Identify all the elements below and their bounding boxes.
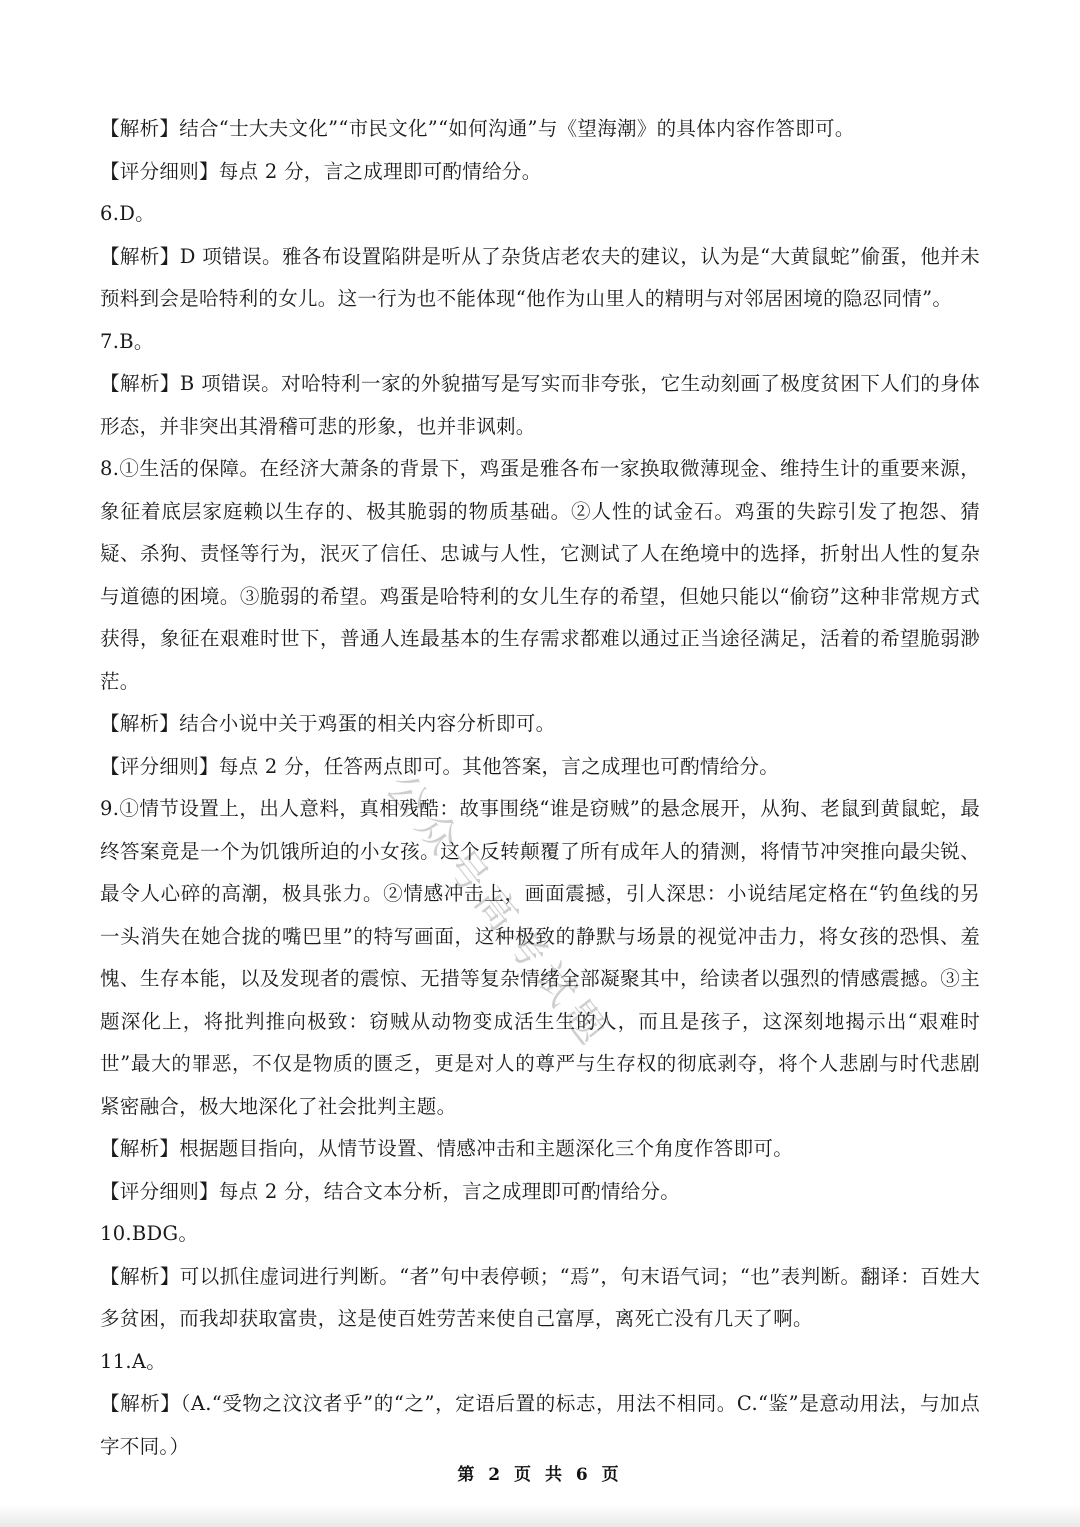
scoring-q8: 【评分细则】每点 2 分，任答两点即可。其他答案，言之成理也可酌情给分。 <box>100 754 780 778</box>
answer-q10: 10.BDG。 <box>100 1222 199 1245</box>
page-bottom-edge <box>0 1505 1080 1527</box>
answer-q7: 7.B。 <box>100 329 154 353</box>
scoring-q9: 【评分细则】每点 2 分，结合文本分析，言之成理即可酌情给分。 <box>100 1179 681 1203</box>
analysis-q9: 【解析】根据题目指向，从情节设置、情感冲击和主题深化三个角度作答即可。 <box>100 1137 794 1160</box>
watermark: 公众号高考试题 <box>376 765 620 1059</box>
scoring-q5: 【评分细则】每点 2 分，言之成理即可酌情给分。 <box>100 159 542 183</box>
analysis-q11: 【解析】（A.“受物之汶汶者乎”的“之”，定语后置的标志，用法不相同。C.“鉴”是意动用法，与加点字不同。） <box>100 1392 980 1458</box>
document-body <box>100 108 980 1468</box>
analysis-q5: 【解析】结合“士大夫文化”“市民文化”“如何沟通”与《望海潮》的具体内容作答即可。 <box>100 117 855 140</box>
analysis-q8: 【解析】结合小说中关于鸡蛋的相关内容分析即可。 <box>100 712 556 735</box>
answer-q6: 6.D。 <box>100 202 155 225</box>
answer-q9: 9.①情节设置上，出人意料，真相残酷：故事围绕“谁是窃贼”的悬念展开，从狗、老鼠到黄鼠蛇，最终答案竟是一个为饥饿所迫的小女孩。这个反转颠覆了所有成年人的猜测，将情节冲突推向最尖锐、最令人心碎的高潮，极具张力。②情感冲击上，画面震撼，引人深思：小说结尾定格在“钓鱼线的另一头消失在她合拢的嘴巴里”的特写画面，这种极致的静默与场景的视觉冲击力，将女孩的恐惧、羞愧、生存本能，以及发现者的震惊、无措等复杂情绪全部凝聚其中，给读者以强烈的情感震撼。③主题深化上，将批判推向极致：窃贼从动物变成活生生的人，而且是孩子，这深刻地揭示出“艰难时世”最大的罪恶，不仅是物质的匮乏，更是对人的尊严与生存权的彻底剥夺，将个人悲剧与时代悲剧紧密融合，极大地深化了社会批判主题。 <box>100 797 980 1118</box>
analysis-q6: 【解析】D 项错误。雅各布设置陷阱是听从了杂货店老农夫的建议，认为是“大黄鼠蛇”偷蛋，他并未预料到会是哈特利的女儿。这一行为也不能体现“他作为山里人的精明与对邻居困境的隐忍同情”。 <box>100 244 980 310</box>
analysis-q10: 【解析】可以抓住虚词进行判断。“者”句中表停顿；“焉”，句末语气词；“也”表判断。翻译：百姓大多贫困，而我却获取富贵，这是使百姓劳苦来使自己富厚，离死亡没有几天了啊。 <box>100 1264 980 1330</box>
analysis-q7: 【解析】B 项错误。对哈特利一家的外貌描写是写实而非夸张，它生动刻画了极度贫困下人们的身体形态，并非突出其滑稽可悲的形象，也并非讽刺。 <box>100 372 980 438</box>
answer-q11: 11.A。 <box>100 1349 167 1373</box>
answer-q8: 8.①生活的保障。在经济大萧条的背景下，鸡蛋是雅各布一家换取微薄现金、维持生计的重要来源，象征着底层家庭赖以生存的、极其脆弱的物质基础。②人性的试金石。鸡蛋的失踪引发了抱怨、猜疑、杀狗、责怪等行为，泯灭了信任、忠诚与人性，它测试了人在绝境中的选择，折射出人性的复杂与道德的困境。③脆弱的希望。鸡蛋是哈特利的女儿生存的希望，但她只能以“偷窃”这种非常规方式获得，象征在艰难时世下，普通人连最基本的生存需求都难以通过正当途径满足，活着的希望脆弱渺茫。 <box>100 457 980 693</box>
page-number-footer: 第 2 页 共 6 页 <box>457 1465 623 1485</box>
